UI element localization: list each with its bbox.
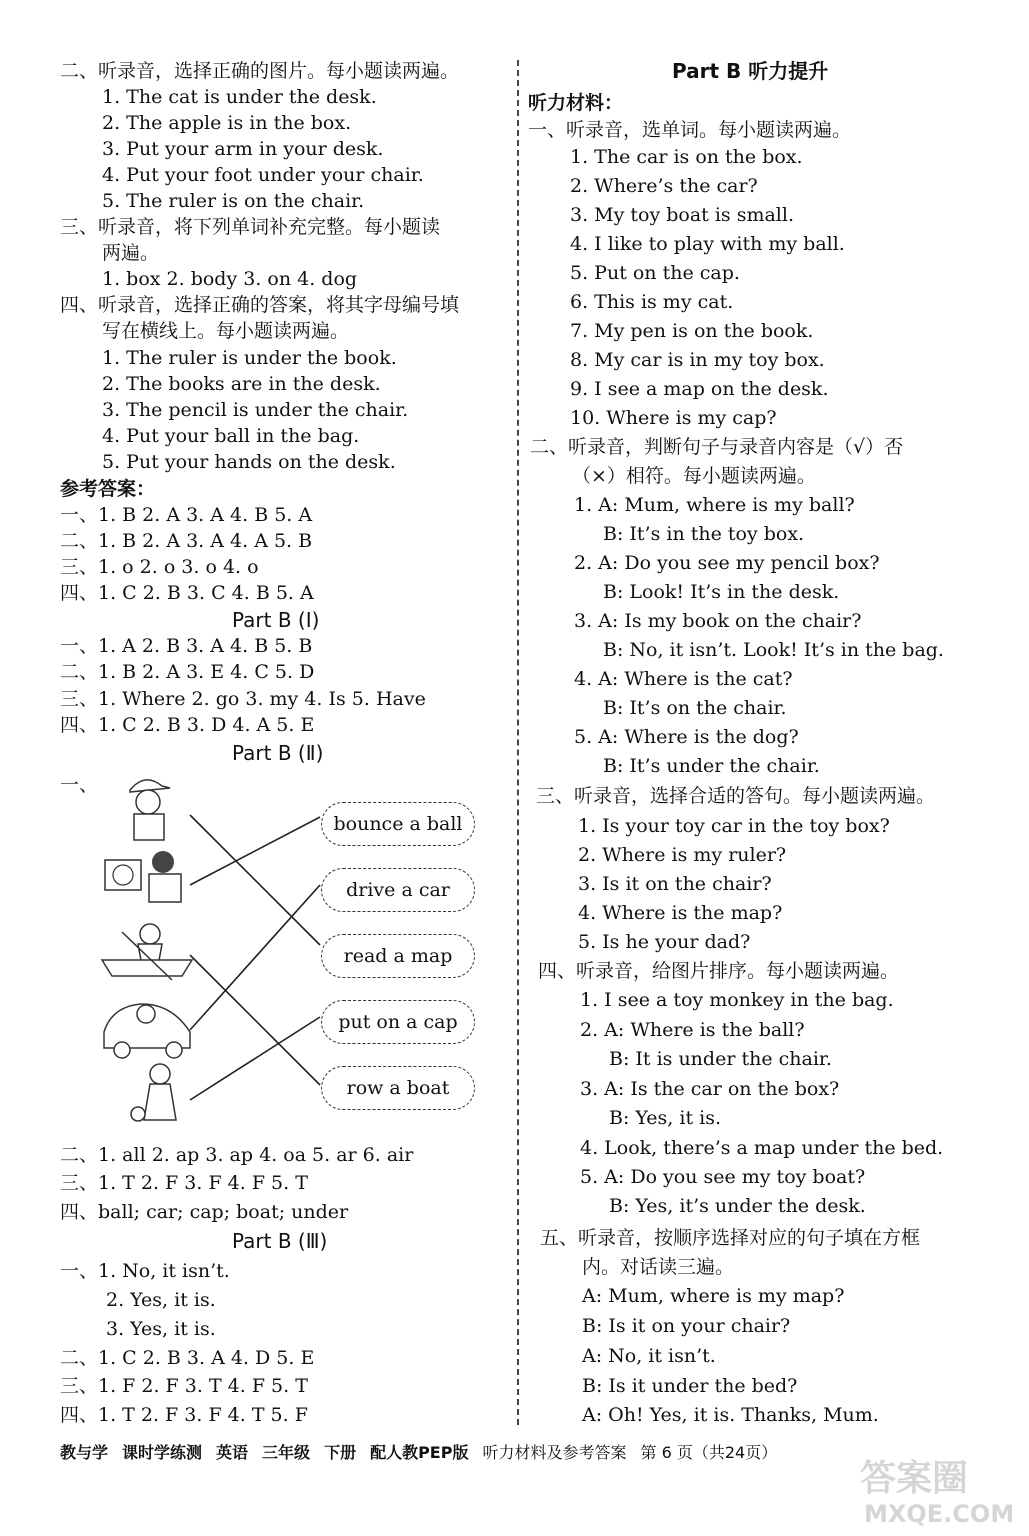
right-text-line: 二、听录音，判断句子与录音内容是（√）否 bbox=[530, 436, 904, 458]
left-text-line: 二、听录音，选择正确的图片。每小题读两遍。 bbox=[60, 60, 460, 82]
right-text-line: 5. A: Do you see my toy boat? bbox=[580, 1166, 866, 1188]
right-text-line: 3. My toy boat is small. bbox=[570, 204, 795, 226]
left-text-line: 四、ball; car; cap; boat; under bbox=[60, 1201, 349, 1223]
right-text-line: 7. My pen is on the book. bbox=[570, 320, 814, 342]
right-text-line: 9. I see a map on the desk. bbox=[570, 378, 829, 400]
left-text-line: 一、 bbox=[60, 774, 99, 796]
footer-part: 配人教PEP版 bbox=[370, 1443, 469, 1462]
right-text-line: B: Is it under the bed? bbox=[582, 1375, 798, 1397]
right-text-line: 10. Where is my cap? bbox=[570, 407, 777, 429]
left-text-line: 1. The ruler is under the book. bbox=[102, 347, 397, 369]
footer-part: 三年级 bbox=[262, 1443, 311, 1462]
right-text-line: 内。对话读三遍。 bbox=[582, 1256, 735, 1278]
left-text-line: 两遍。 bbox=[102, 242, 160, 264]
left-text-line: Part B (Ⅲ) bbox=[232, 1229, 328, 1253]
right-text-line: A: Oh! Yes, it is. Thanks, Mum. bbox=[582, 1404, 879, 1426]
left-text-line: 一、1. No, it isn’t. bbox=[60, 1260, 230, 1282]
left-text-line: 1. The cat is under the desk. bbox=[102, 86, 377, 108]
left-text-line: 三、1. F 2. F 3. T 4. F 5. T bbox=[60, 1375, 308, 1397]
left-text-line: 一、1. B 2. A 3. A 4. B 5. A bbox=[60, 504, 313, 526]
left-text-line: 一、1. A 2. B 3. A 4. B 5. B bbox=[60, 635, 313, 657]
right-text-line: （×）相符。每小题读两遍。 bbox=[572, 465, 816, 487]
footer-part: 课时学练测 bbox=[122, 1443, 203, 1462]
left-text-line: 2. The books are in the desk. bbox=[102, 373, 381, 395]
matching-lines bbox=[185, 805, 325, 1105]
left-text-line: 二、1. B 2. A 3. A 4. A 5. B bbox=[60, 530, 313, 552]
footer-part: 英语 bbox=[216, 1443, 249, 1462]
footer-part: 听力材料及参考答案 bbox=[482, 1443, 627, 1462]
boy-with-cap-picture bbox=[130, 780, 170, 840]
right-text-line: 2. Where is my ruler? bbox=[578, 844, 787, 866]
phrase-put-on-a-cap: put on a cap bbox=[321, 1000, 475, 1044]
left-text-line: 二、1. C 2. B 3. A 4. D 5. E bbox=[60, 1347, 315, 1369]
girl-rowing-boat-picture bbox=[102, 924, 192, 980]
right-text-line: 四、听录音，给图片排序。每小题读两遍。 bbox=[538, 960, 900, 982]
left-text-line: 2. Yes, it is. bbox=[106, 1289, 216, 1311]
svg-text:答案圈: 答案圈 bbox=[860, 1458, 969, 1499]
right-text-line: 5. A: Where is the dog? bbox=[574, 726, 799, 748]
right-text-line: B: It’s under the chair. bbox=[603, 755, 820, 777]
right-text-line: B: Yes, it is. bbox=[609, 1107, 721, 1129]
phrase-read-a-map: read a map bbox=[321, 934, 475, 978]
left-text-line: 三、听录音，将下列单词补充完整。每小题读 bbox=[60, 216, 441, 238]
left-text-line: 三、1. o 2. o 3. o 4. o bbox=[60, 556, 259, 578]
right-text-line: A: No, it isn’t. bbox=[582, 1345, 716, 1367]
right-text-line: 3. A: Is the car on the box? bbox=[580, 1078, 840, 1100]
right-text-line: 4. A: Where is the cat? bbox=[574, 668, 793, 690]
right-text-line: B: It’s in the toy box. bbox=[603, 523, 805, 545]
right-text-line: A: Mum, where is my map? bbox=[582, 1285, 845, 1307]
right-text-line: 五、听录音，按顺序选择对应的句子填在方框 bbox=[540, 1227, 921, 1249]
left-text-line: Part B (Ⅱ) bbox=[232, 741, 324, 765]
phrase-bounce-a-ball: bounce a ball bbox=[321, 802, 475, 846]
right-text-line: 1. Is your toy car in the toy box? bbox=[578, 815, 890, 837]
right-text-line: 2. Where’s the car? bbox=[570, 175, 758, 197]
right-text-line: 4. Look, there’s a map under the bed. bbox=[580, 1137, 944, 1159]
right-text-line: 2. A: Where is the ball? bbox=[580, 1019, 805, 1041]
right-text-line: 4. Where is the map? bbox=[578, 902, 783, 924]
page-footer bbox=[60, 1440, 960, 1463]
left-text-line: 5. Put your hands on the desk. bbox=[102, 451, 396, 473]
left-text-line: Part B (Ⅰ) bbox=[232, 608, 320, 632]
watermark-logo bbox=[850, 1450, 1020, 1530]
right-text-line: 1. The car is on the box. bbox=[570, 146, 803, 168]
left-text-line: 3. The pencil is under the chair. bbox=[102, 399, 409, 421]
right-text-line: 5. Put on the cap. bbox=[570, 262, 740, 284]
left-text-line: 4. Put your foot under your chair. bbox=[102, 164, 424, 186]
boy-driving-car-picture bbox=[104, 1004, 190, 1058]
right-text-line: 5. Is he your dad? bbox=[578, 931, 751, 953]
left-text-line: 四、听录音，选择正确的答案，将其字母编号填 bbox=[60, 294, 460, 316]
left-text-line: 四、1. C 2. B 3. C 4. B 5. A bbox=[60, 582, 314, 604]
girl-bouncing-ball-picture bbox=[131, 1064, 176, 1121]
footer-part: 第 6 页（共24页） bbox=[640, 1443, 778, 1462]
right-text-line: B: Yes, it’s under the desk. bbox=[609, 1195, 866, 1217]
left-text-line: 3. Put your arm in your desk. bbox=[102, 138, 384, 160]
right-text-line: 一、听录音，选单词。每小题读两遍。 bbox=[528, 119, 852, 141]
right-text-line: 2. A: Do you see my pencil box? bbox=[574, 552, 880, 574]
left-text-line: 5. The ruler is on the chair. bbox=[102, 190, 365, 212]
right-text-line: 4. I like to play with my ball. bbox=[570, 233, 845, 255]
svg-text:MXQE.COM: MXQE.COM bbox=[864, 1500, 1015, 1528]
left-text-line: 3. Yes, it is. bbox=[106, 1318, 216, 1340]
right-text-line: B: No, it isn’t. Look! It’s in the bag. bbox=[603, 639, 944, 661]
left-text-line: 四、1. T 2. F 3. F 4. T 5. F bbox=[60, 1404, 308, 1426]
right-text-line: B: It is under the chair. bbox=[609, 1048, 832, 1070]
right-text-line: Part B 听力提升 bbox=[672, 59, 829, 83]
left-text-line: 二、1. all 2. ap 3. ap 4. oa 5. ar 6. air bbox=[60, 1144, 414, 1166]
left-text-line: 参考答案： bbox=[60, 478, 156, 500]
right-text-line: 1. A: Mum, where is my ball? bbox=[574, 494, 855, 516]
boy-with-map-picture bbox=[105, 851, 181, 902]
footer-part: 下册 bbox=[324, 1443, 357, 1462]
right-text-line: 6. This is my cat. bbox=[570, 291, 734, 313]
right-text-line: 1. I see a toy monkey in the bag. bbox=[580, 989, 894, 1011]
right-text-line: 三、听录音，选择合适的答句。每小题读两遍。 bbox=[536, 785, 936, 807]
left-text-line: 二、1. B 2. A 3. E 4. C 5. D bbox=[60, 661, 315, 683]
left-text-line: 三、1. Where 2. go 3. my 4. Is 5. Have bbox=[60, 688, 426, 710]
column-divider bbox=[517, 60, 519, 1425]
right-text-line: B: Look! It’s in the desk. bbox=[603, 581, 840, 603]
footer-part: 教与学 bbox=[60, 1443, 109, 1462]
right-text-line: 3. A: Is my book on the chair? bbox=[574, 610, 862, 632]
right-text-line: 8. My car is in my toy box. bbox=[570, 349, 825, 371]
right-text-line: B: Is it on your chair? bbox=[582, 1315, 791, 1337]
left-text-line: 写在横线上。每小题读两遍。 bbox=[102, 320, 350, 342]
left-text-line: 4. Put your ball in the bag. bbox=[102, 425, 360, 447]
left-text-line: 三、1. T 2. F 3. F 4. F 5. T bbox=[60, 1172, 308, 1194]
phrase-row-a-boat: row a boat bbox=[321, 1066, 475, 1110]
left-text-line: 2. The apple is in the box. bbox=[102, 112, 352, 134]
right-text-line: B: It’s on the chair. bbox=[603, 697, 787, 719]
right-text-line: 听力材料： bbox=[528, 92, 624, 114]
right-text-line: 3. Is it on the chair? bbox=[578, 873, 772, 895]
phrase-drive-a-car: drive a car bbox=[321, 868, 475, 912]
left-text-line: 1. box 2. body 3. on 4. dog bbox=[102, 268, 358, 290]
left-text-line: 四、1. C 2. B 3. D 4. A 5. E bbox=[60, 714, 315, 736]
